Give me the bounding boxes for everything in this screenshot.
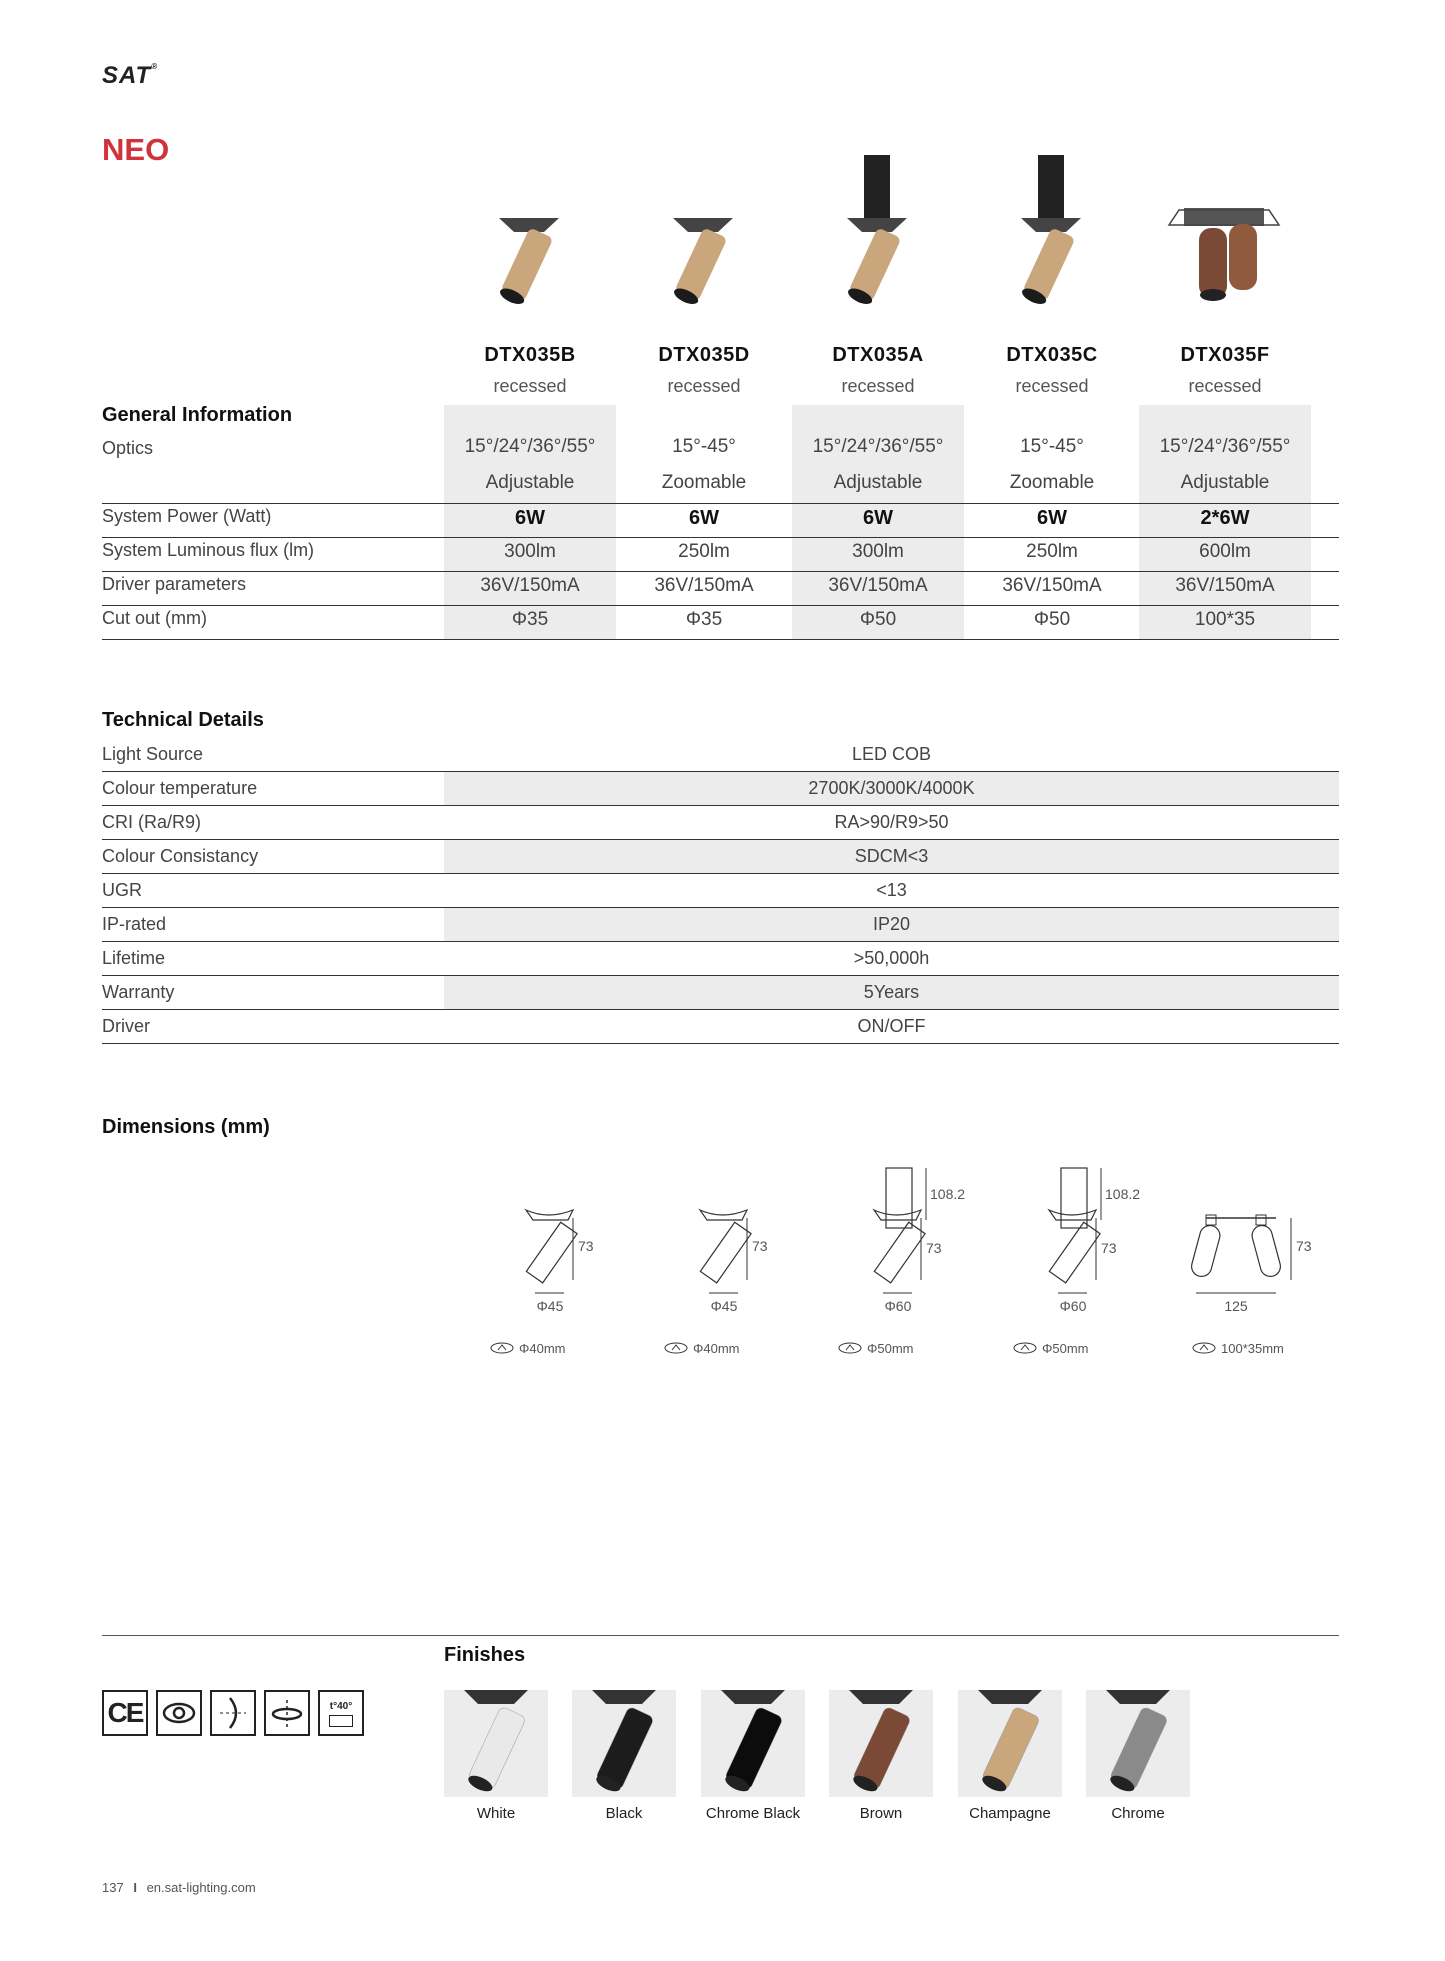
- driver-cell: 36V/150mA: [1002, 575, 1102, 596]
- finish-image: [1086, 1690, 1190, 1797]
- product-header: [1139, 344, 1311, 397]
- tech-value: <13: [876, 880, 907, 900]
- cutout-value: Φ50mm: [1042, 1341, 1089, 1356]
- optics-angle-cell: 15°/24°/36°/55°: [1159, 436, 1291, 457]
- tech-value: RA>90/R9>50: [834, 812, 949, 832]
- product-type: recessed: [841, 376, 915, 396]
- page-number: 137: [102, 1880, 124, 1895]
- product-code: DTX035B: [484, 344, 576, 366]
- tech-row: [102, 806, 1339, 840]
- dimension-height: 73: [1101, 1240, 1117, 1256]
- optics-angle-cell: 15°-45°: [672, 436, 736, 457]
- flux-cell: 600lm: [1199, 541, 1251, 562]
- divider: [102, 639, 1339, 640]
- cutout-value: Φ50mm: [867, 1341, 914, 1356]
- dimension-drawing: [478, 1160, 628, 1330]
- product-code: DTX035C: [1006, 344, 1098, 366]
- optics-mode-cell: Adjustable: [833, 472, 923, 493]
- driver-label: Driver parameters: [102, 574, 247, 594]
- product-code: DTX035F: [1180, 344, 1270, 366]
- finishes-heading: Finishes: [444, 1644, 526, 1666]
- finish-label: Champagne: [969, 1805, 1051, 1822]
- eye-safety-icon: [156, 1690, 202, 1736]
- tech-value: ON/OFF: [857, 1016, 926, 1036]
- tech-row: [102, 738, 1339, 772]
- tech-value: SDCM<3: [444, 840, 1339, 873]
- footer-separator: I: [133, 1880, 137, 1895]
- optics-label: Optics: [102, 438, 154, 458]
- dimension-width: Φ45: [536, 1298, 564, 1314]
- optics-mode-cell: Zoomable: [1009, 472, 1095, 493]
- product-type: recessed: [667, 376, 741, 396]
- cutout-icon: [1192, 1342, 1216, 1357]
- tilt-icon: [210, 1690, 256, 1736]
- cutout-spec: [838, 1341, 914, 1357]
- tech-row: [102, 874, 1339, 908]
- site-link[interactable]: en.sat-lighting.com: [146, 1880, 256, 1895]
- cutout-icon: [1013, 1342, 1037, 1357]
- finish-image: [572, 1690, 676, 1797]
- cutout-cell: Φ35: [685, 609, 723, 630]
- dimension-drawing: [826, 1160, 976, 1330]
- tech-label: Light Source: [102, 744, 204, 764]
- product-type: recessed: [1188, 376, 1262, 396]
- optics-mode-cell: Adjustable: [1180, 472, 1270, 493]
- power-cell: 6W: [515, 507, 545, 529]
- finish-label: Brown: [859, 1805, 903, 1822]
- product-header: [792, 344, 964, 397]
- driver-cell: 36V/150mA: [828, 575, 928, 596]
- cutout-cell: 100*35: [1194, 609, 1256, 630]
- footer: [102, 1880, 256, 1895]
- tech-row: [102, 908, 1339, 942]
- product-image: [618, 150, 788, 315]
- tech-row: [102, 772, 1339, 806]
- tech-label: UGR: [102, 880, 142, 900]
- tech-label: Warranty: [102, 982, 175, 1002]
- flux-label: System Luminous flux (lm): [102, 540, 315, 560]
- dimension-height: 73: [1296, 1238, 1312, 1254]
- tech-label: Colour Consistancy: [102, 846, 259, 866]
- rotation-icon: [264, 1690, 310, 1736]
- dimension-drawing: [652, 1160, 802, 1330]
- dimension-width: Φ60: [884, 1298, 912, 1314]
- cutout-value: 100*35mm: [1221, 1341, 1284, 1356]
- product-image: [966, 150, 1136, 315]
- tech-row: [102, 942, 1339, 976]
- dimension-width: 125: [1224, 1298, 1248, 1314]
- tech-label: Colour temperature: [102, 778, 258, 798]
- optics-mode-cell: Zoomable: [661, 472, 747, 493]
- dimension-drawing: [1176, 1160, 1326, 1330]
- finishes-divider: [102, 1635, 1339, 1636]
- finish-image: [444, 1690, 548, 1797]
- optics-angle-cell: 15°/24°/36°/55°: [812, 436, 944, 457]
- dimension-drawing: [1001, 1160, 1151, 1330]
- finish-swatch: [572, 1690, 676, 1822]
- cutout-value: Φ40mm: [519, 1341, 566, 1356]
- cutout-cell: Φ50: [859, 609, 897, 630]
- finish-swatch: [1086, 1690, 1190, 1822]
- dimension-top-height: 108.2: [930, 1186, 966, 1202]
- power-cell: 6W: [863, 507, 893, 529]
- product-header: [444, 344, 616, 397]
- tech-value: 5Years: [444, 976, 1339, 1009]
- power-cell: 6W: [689, 507, 719, 529]
- tech-value: IP20: [444, 908, 1339, 941]
- flux-cell: 300lm: [504, 541, 556, 562]
- finish-label: Chrome: [1111, 1805, 1165, 1822]
- driver-cell: 36V/150mA: [654, 575, 754, 596]
- divider: [102, 605, 1339, 606]
- tech-label: Lifetime: [102, 948, 166, 968]
- product-image: [792, 150, 962, 315]
- finish-swatch: [444, 1690, 548, 1822]
- page-title: NEO: [102, 132, 170, 167]
- optics-angle-cell: 15°-45°: [1020, 436, 1084, 457]
- cutout-spec: [1013, 1341, 1089, 1357]
- flux-cell: 250lm: [678, 541, 730, 562]
- dimension-height: 73: [578, 1238, 594, 1254]
- general-info-heading: General Information: [102, 404, 293, 426]
- cutout-label: Cut out (mm): [102, 608, 208, 628]
- tech-value: LED COB: [851, 744, 932, 764]
- divider: [102, 571, 1339, 572]
- tech-row: [102, 1010, 1339, 1044]
- tech-value: 2700K/3000K/4000K: [444, 772, 1339, 805]
- cutout-spec: [1192, 1341, 1284, 1357]
- cutout-cell: Φ50: [1033, 609, 1071, 630]
- tech-row: [102, 840, 1339, 874]
- tech-row: [102, 976, 1339, 1010]
- cutout-spec: [490, 1341, 566, 1357]
- product-type: recessed: [493, 376, 567, 396]
- dimension-top-height: 108.2: [1105, 1186, 1141, 1202]
- finish-label: Chrome Black: [705, 1805, 801, 1822]
- tech-label: IP-rated: [102, 914, 167, 934]
- cutout-cell: Φ35: [511, 609, 549, 630]
- dimension-height: 73: [926, 1240, 942, 1256]
- finish-label: White: [476, 1805, 516, 1822]
- product-header: [966, 344, 1138, 397]
- product-header: [618, 344, 790, 397]
- tech-label: CRI (Ra/R9): [102, 812, 202, 832]
- finish-image: [829, 1690, 933, 1797]
- finish-label: Black: [605, 1805, 643, 1822]
- brand-logo: SAT®: [102, 62, 159, 89]
- power-label: System Power (Watt): [102, 506, 272, 526]
- finish-swatch: [701, 1690, 805, 1822]
- tech-value: >50,000h: [853, 948, 930, 968]
- dimension-height: 73: [752, 1238, 768, 1254]
- product-code: DTX035D: [658, 344, 750, 366]
- tech-label: Driver: [102, 1016, 150, 1036]
- cutout-value: Φ40mm: [693, 1341, 740, 1356]
- divider: [102, 503, 1339, 504]
- dimension-width: Φ45: [710, 1298, 738, 1314]
- optics-mode-cell: Adjustable: [485, 472, 575, 493]
- finish-image: [958, 1690, 1062, 1797]
- cutout-icon: [838, 1342, 862, 1357]
- power-cell: 2*6W: [1200, 507, 1250, 529]
- dimensions-heading: Dimensions (mm): [102, 1116, 270, 1138]
- ce-mark-icon: CE: [102, 1690, 148, 1736]
- cutout-icon: [664, 1342, 688, 1357]
- flux-cell: 300lm: [852, 541, 904, 562]
- technical-heading: Technical Details: [102, 709, 264, 731]
- divider: [102, 537, 1339, 538]
- driver-cell: 36V/150mA: [480, 575, 580, 596]
- product-type: recessed: [1015, 376, 1089, 396]
- cutout-icon: [490, 1342, 514, 1357]
- power-cell: 6W: [1037, 507, 1067, 529]
- dimension-width: Φ60: [1059, 1298, 1087, 1314]
- finish-swatch: [958, 1690, 1062, 1822]
- product-image: [444, 150, 614, 315]
- finish-image: [701, 1690, 805, 1797]
- temperature-40-icon: t°40°: [318, 1690, 364, 1736]
- finish-swatch: [829, 1690, 933, 1822]
- product-image: [1139, 150, 1309, 315]
- flux-cell: 250lm: [1026, 541, 1078, 562]
- optics-angle-cell: 15°/24°/36°/55°: [464, 436, 596, 457]
- product-code: DTX035A: [832, 344, 924, 366]
- driver-cell: 36V/150mA: [1175, 575, 1275, 596]
- cutout-spec: [664, 1341, 740, 1357]
